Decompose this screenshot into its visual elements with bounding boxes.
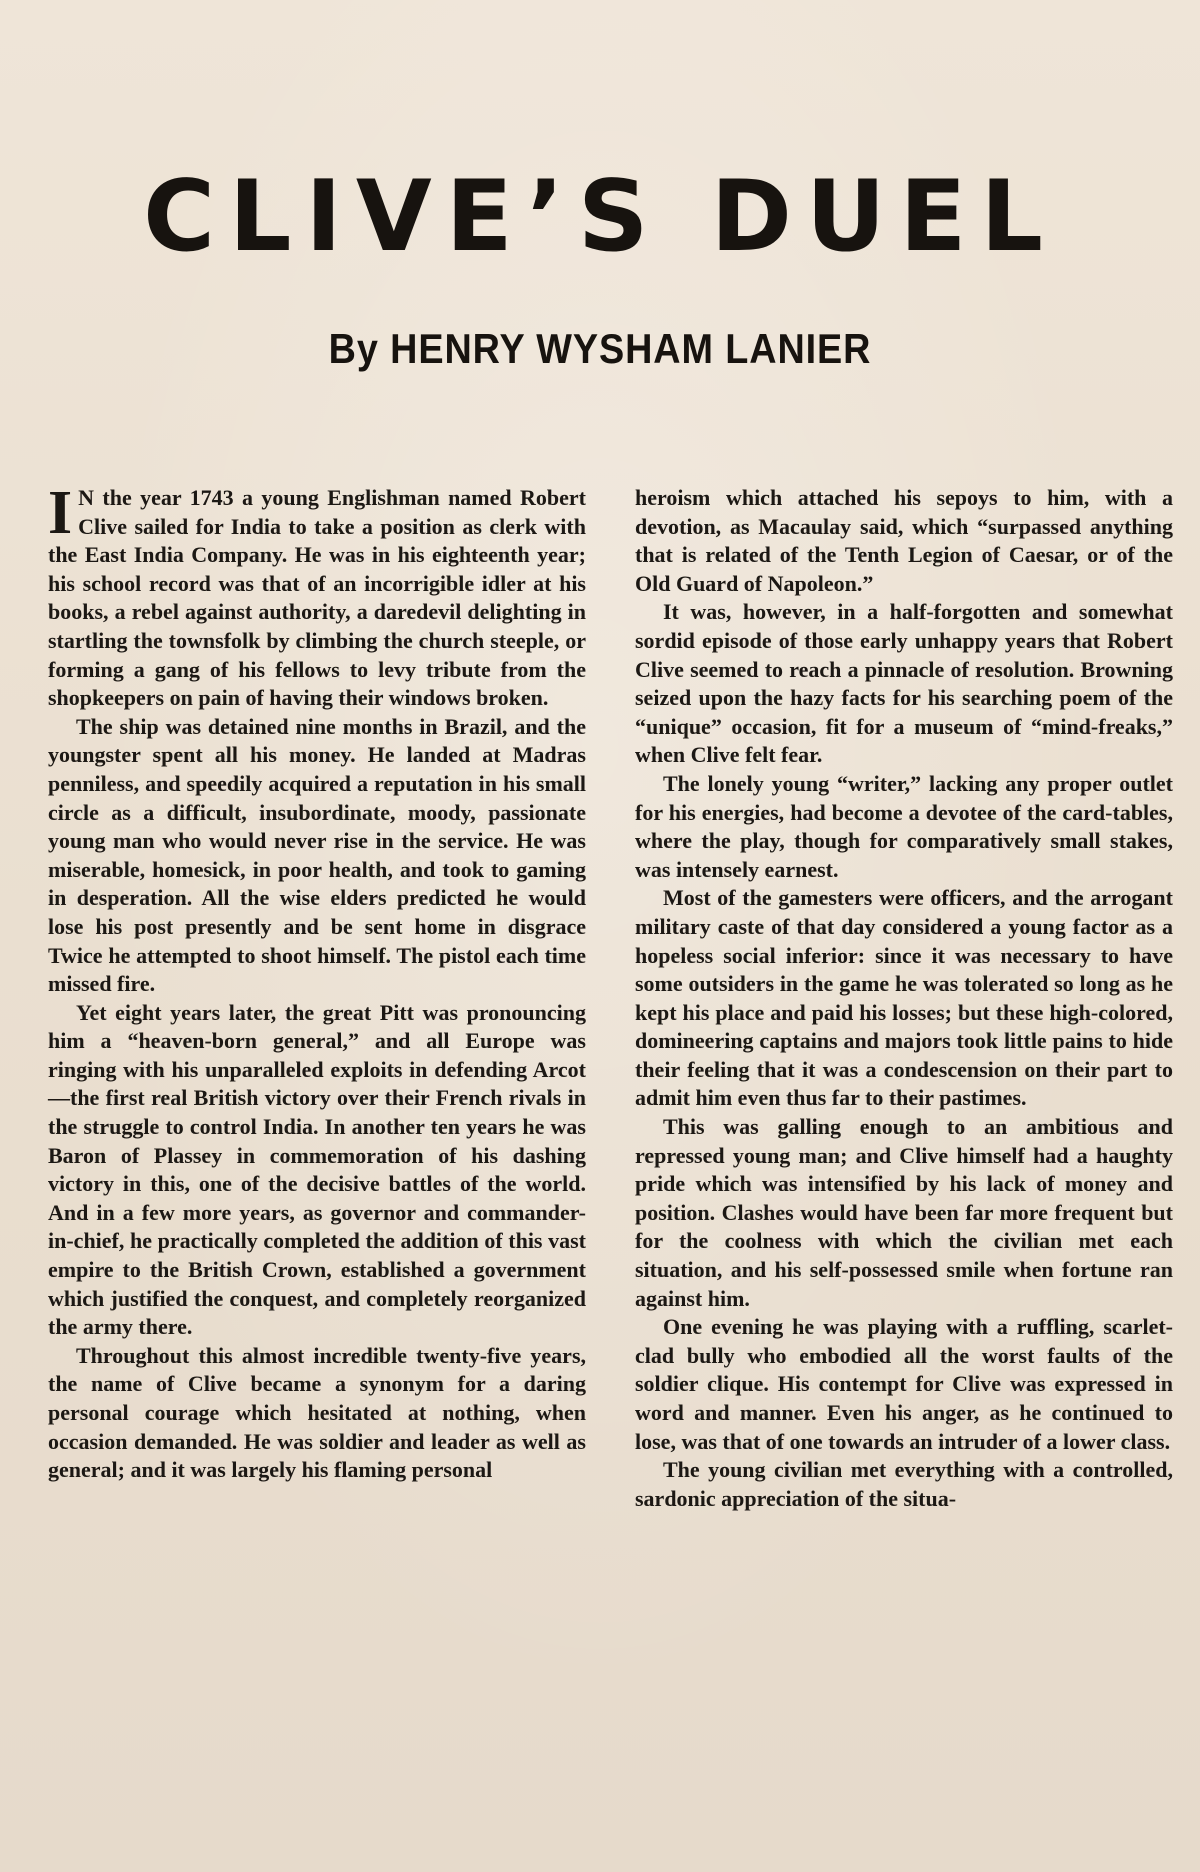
paragraph	[48, 479, 586, 713]
right-column	[635, 484, 1173, 1754]
paragraph: heroism which attached his sepoys to him, with a devotion, as Macaulay said, which “surpassed anything that is related of the Tenth Legion of Caesar, or of the Old Guard of Napoleon.”	[635, 485, 1173, 596]
paragraph: The young civilian met everything with a controlled, sardonic appreciation of the situa-	[635, 1457, 1173, 1511]
left-column	[48, 479, 586, 1754]
paragraph: One evening he was playing with a ruffling, scarlet-clad bully who embodied all the worst faults of the soldier clique. His contempt for Clive was expressed in word and manner. Even his anger, as he continued to lose, was that of one towards an intruder of a lower class.	[635, 1314, 1173, 1454]
paragraph: Most of the gamesters were officers, and the arrogant military caste of that day considered a young factor as a hopeless social inferior: since it was necessary to have some outsiders in the game he was tolerated so long as he kept his place and paid his losses; but these high-colored, domineering captains and majors took little pains to hide their feeling that it was a condescension on their part to admit him even thus far to their pastimes.	[635, 885, 1173, 1111]
paragraph: The ship was detained nine months in Brazil, and the youngster spent all his money. He landed at Madras penniless, and speedily acquired a reputation in his small circle as a difficult, insubordinate, moody, passionate young man who would never rise in the service. He was miserable, homesick, in poor health, and took to gaming in desperation. All the wise elders predicted he would lose his post presently and be sent home in disgrace Twice he attempted to shoot himself. The pistol each time missed fire.	[48, 713, 586, 997]
article-body	[48, 479, 1173, 1754]
paragraph: This was galling enough to an ambitious and repressed young man; and Clive himself had a haughty pride which was intensified by his lack of money and position. Clashes would have been far more frequent but for the coolness with which the civilian met each situation, and his self-possessed smile when fortune ran against him.	[635, 1114, 1173, 1311]
paragraph: Yet eight years later, the great Pitt was pronouncing him a “heaven-born general,” and all Europe was ringing with his unparalleled exploits in defending Arcot—the first real British victory over their French rivals in the struggle to control India. In another ten years he was Baron of Plassey in commemoration of his dashing victory in this, one of the decisive battles of the world. And in a few more years, as governor and commander-in-chief, he practically completed the addition of this vast empire to the British Crown, established a government which justified the conquest, and completely reorganized the army there.	[48, 999, 586, 1340]
drop-cap: I	[48, 479, 73, 547]
paragraph: The lonely young “writer,” lacking any proper outlet for his energies, had become a devotee of the card-tables, where the play, though for comparatively small stakes, was intensely earnest.	[635, 770, 1173, 882]
article-byline: By HENRY WYSHAM LANIER	[328, 325, 872, 372]
paragraph-text: N the year 1743 a young Englishman named Robert Clive sailed for India to take a position as clerk with the East India Company. He was in his eighteenth year; his school record was that of an incorrigible idler at his books, a rebel against authority, a daredevil delighting in startling the townsfolk by climbing the church steeple, or forming a gang of his fellows to levy tribute from the shopkeepers on pain of having their windows broken.	[48, 485, 586, 711]
paragraph: It was, however, in a half-forgotten and somewhat sordid episode of those early unhappy years that Robert Clive seemed to reach a pinnacle of resolution. Browning seized upon the hazy facts for his searching poem of the “unique” occasion, fit for a museum of “mind-freaks,” when Clive felt fear.	[635, 599, 1173, 768]
article-title: CLIVE’S DUEL	[143, 160, 1057, 274]
paragraph: Throughout this almost incredible twenty-five years, the name of Clive became a synonym for a daring personal courage which hesitated at nothing, when occasion demanded. He was soldier and leader as well as general; and it was largely his flaming personal	[48, 1342, 586, 1483]
